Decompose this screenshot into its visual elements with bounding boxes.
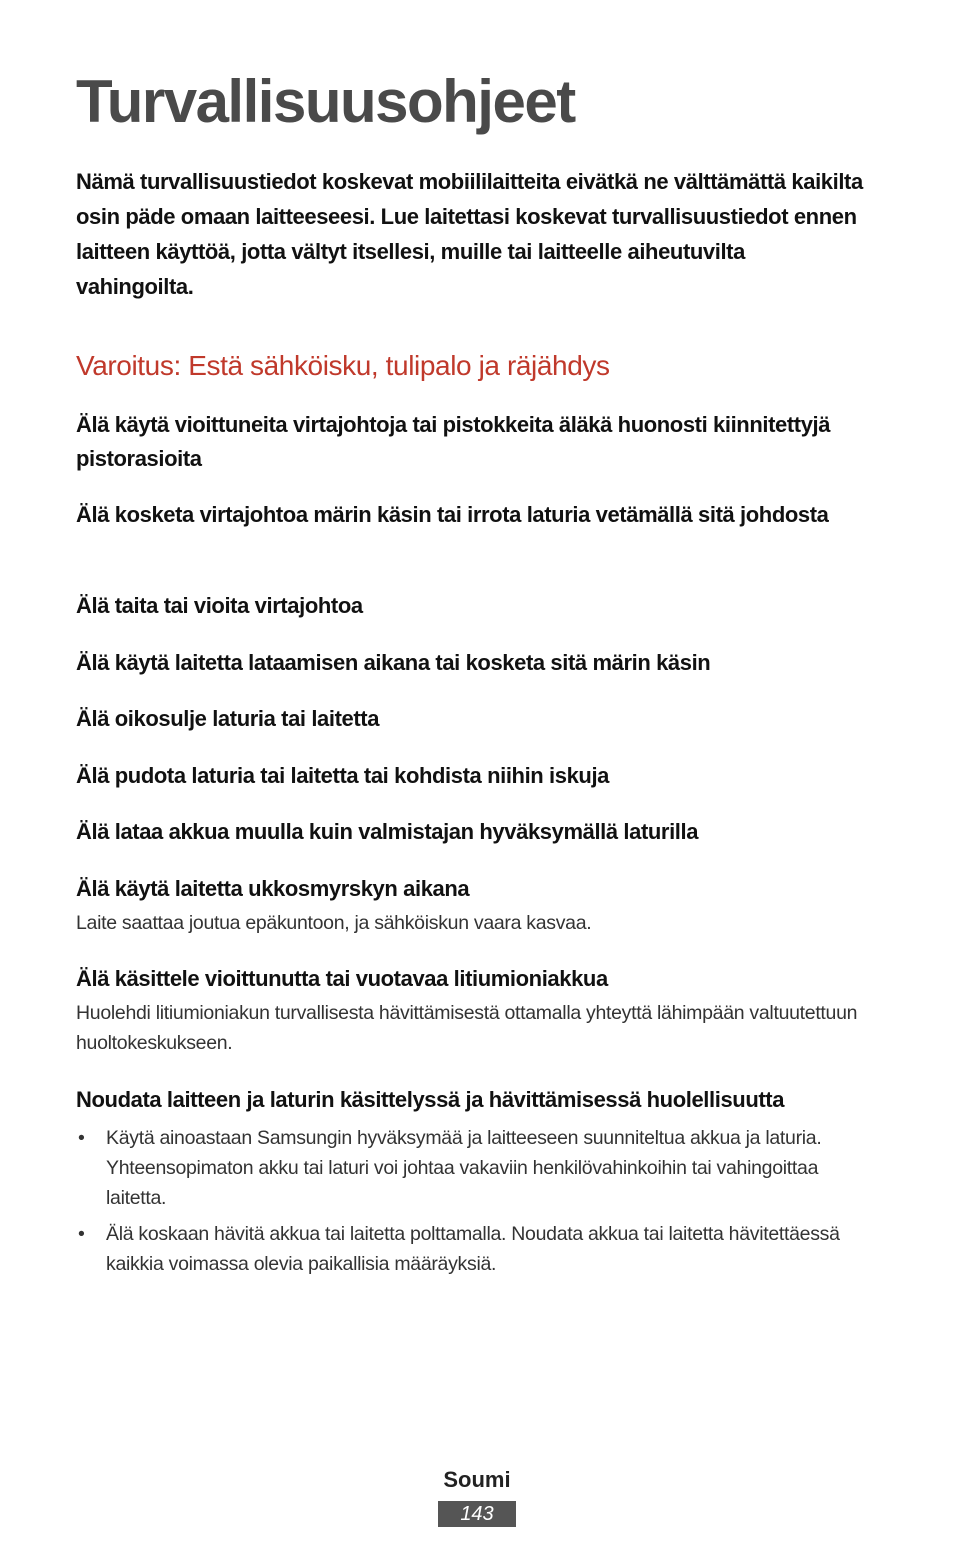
warning-item: [76, 962, 866, 1058]
bullet-text: Älä koskaan hävitä akkua tai laitetta polttamalla. Noudata akkua tai laitetta hävitettäessä kaikkia voimassa olevia paikallisia määräyksiä.: [106, 1223, 840, 1275]
warning-item-title: Älä käytä laitetta lataamisen aikana tai kosketa sitä märin käsin: [76, 650, 711, 675]
warning-item-title: Älä kosketa virtajohtoa märin käsin tai irrota laturia vetämällä sitä johdosta: [76, 502, 829, 527]
bullet-list: [76, 1123, 866, 1279]
warning-item: [76, 408, 866, 476]
warning-item: [76, 589, 866, 623]
page-title: Turvallisuusohjeet: [76, 68, 575, 135]
warning-item: [76, 815, 866, 849]
bullet-icon: •: [78, 1127, 85, 1149]
warning-item-title: Älä oikosulje laturia tai laitetta: [76, 706, 380, 731]
warning-item: [76, 702, 866, 736]
bullet-icon: •: [78, 1223, 85, 1245]
bullet-text: Käytä ainoastaan Samsungin hyväksymää ja laitteeseen suunniteltua akkua ja laturia. Yhteensopimaton akku tai laturi voi johtaa vakaviin henkilövahinkoihin tai vahingoittaa laitetta.: [106, 1127, 822, 1209]
bullet-item: [76, 1219, 866, 1279]
warning-item-title: Älä käytä vioittuneita virtajohtoja tai pistokkeita äläkä huonosti kiinnitettyjä pistorasioita: [76, 412, 831, 471]
warning-item: [76, 498, 866, 532]
warning-item: [76, 1083, 866, 1285]
warning-item-title: Älä taita tai vioita virtajohtoa: [76, 593, 363, 618]
page-number-badge: 143: [438, 1501, 516, 1527]
bullet-item: [76, 1123, 866, 1213]
warning-item-title: Älä käytä laitetta ukkosmyrskyn aikana: [76, 876, 470, 901]
warning-item: [76, 872, 866, 938]
warning-item-description: Laite saattaa joutua epäkuntoon, ja sähköiskun vaara kasvaa.: [76, 912, 592, 934]
warning-item-title: Noudata laitteen ja laturin käsittelyssä ja hävittämisessä huolellisuutta: [76, 1087, 785, 1112]
warning-item-title: Älä pudota laturia tai laitetta tai kohdista niihin iskuja: [76, 763, 610, 788]
warning-item-description: Huolehdi litiumioniakun turvallisesta hävittämisestä ottamalla yhteyttä lähimpään valtuutettuun huoltokeskukseen.: [76, 1002, 858, 1054]
warning-item: [76, 759, 866, 793]
warning-item-title: Älä käsittele vioittunutta tai vuotavaa litiumioniakkua: [76, 966, 608, 991]
footer-language: Soumi: [443, 1467, 511, 1492]
warning-item: [76, 646, 866, 680]
intro-paragraph: Nämä turvallisuustiedot koskevat mobiililaitteita eivätkä ne välttämättä kaikilta osin päde omaan laitteeseesi. Lue laitettasi koskevat turvallisuustiedot ennen laitteen käyttöä, jotta vältyt itsellesi, muille tai laitteelle aiheutuvilta vahingoilta.: [76, 169, 863, 299]
warning-item-title: Älä lataa akkua muulla kuin valmistajan hyväksymällä laturilla: [76, 819, 699, 844]
page-footer: [0, 1463, 954, 1527]
warning-heading: Varoitus: Estä sähköisku, tulipalo ja räjähdys: [76, 350, 610, 381]
